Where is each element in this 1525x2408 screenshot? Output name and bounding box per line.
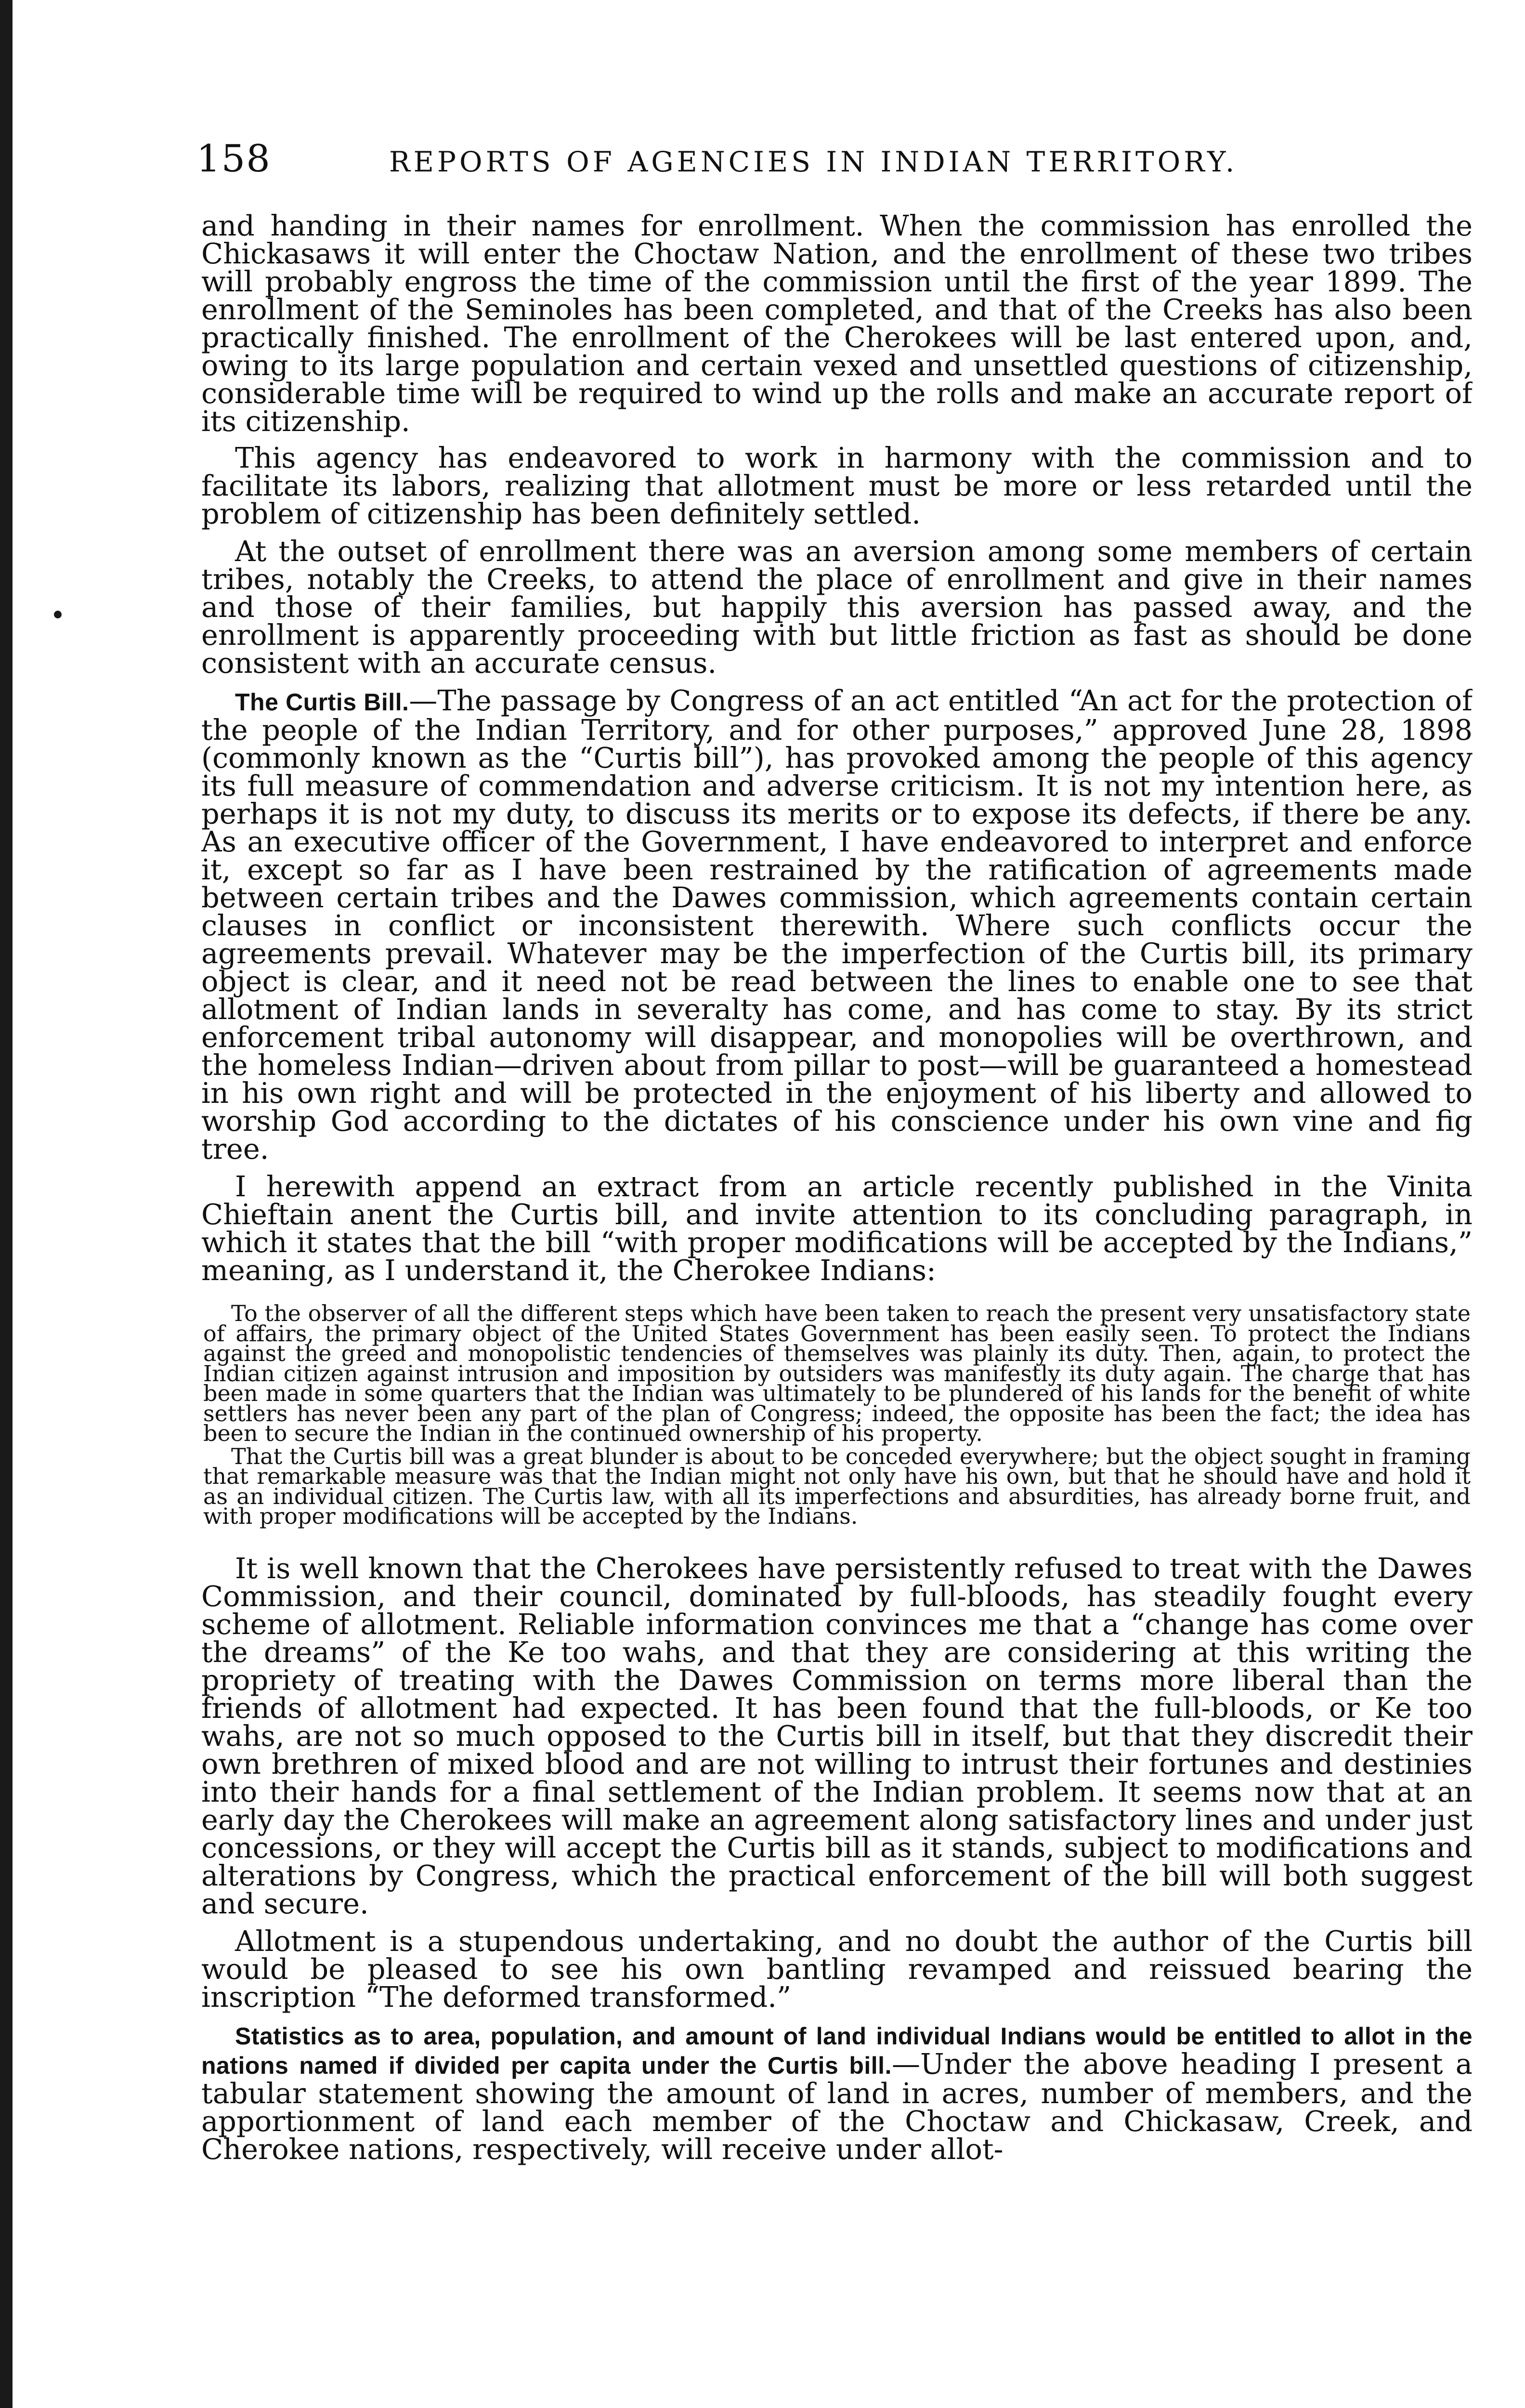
paragraph-enrollment-aversion: At the outset of enrollment there was an aversion among some members of certain tribes, notably the Creeks, to attend the place of enrollment and give in their names and those of their families, but happily this aversion has passed away, and the enrollment is apparently proceeding with but little friction as fast as should be done consistent with an accurate census. <box>201 535 1473 680</box>
scan-speck <box>54 611 62 618</box>
curtis-bill-text: —The passage by Congress of an act entitled “An act for the protection of the people of the Indian Territory, and for other purposes,” approved June 28, 1898 (commonly known as the “Curtis bill”), has provoked among the people of this agency its full measure of commendation and adverse criticism. It is not my intention here, as perhaps it is not my duty, to discuss its merits or to expose its defects, if there be any. As an executive officer of the Government, I have endeavored to interpret and enforce it, except so far as I have been restrained by the ratification of agreements made between certain tribes and the Dawes commission, which agreements contain certain clauses in conflict or inconsistent therewith. Where such conflicts occur the agreements prevail. Whatever may be the imperfection of the Curtis bill, its primary object is clear, and it need not be read between the lines to enable one to see that allotment of Indian lands in severalty has come, and has come to stay. By its strict enforcement tribal autonomy will disappear, and monopolies will be overthrown, and the homeless Indian—driven about from pillar to post—will be guaranteed a homestead in his own right and will be protected in the enjoyment of his liberty and allowed to worship God according to the dictates of his conscience under his own vine and fig tree. <box>201 684 1473 1165</box>
page-number: 158 <box>196 137 271 181</box>
statistics-heading: Statistics as to area, population, and amount of land individual Indians would be entitled to allot in the nations named if divided per capita under the Curtis bill. <box>201 2022 1473 2079</box>
page-header <box>196 135 1448 183</box>
paragraph-allotment: Allotment is a stupendous undertaking, and no doubt the author of the Curtis bill would be pleased to see his own bantling revamped and reissued bearing the inscription “The deformed transformed.” <box>201 1924 1473 2014</box>
paragraph-statistics <box>201 2021 1473 2166</box>
report-text <box>201 212 1473 2408</box>
paragraph-curtis-bill <box>201 684 1473 1165</box>
curtis-bill-heading: The Curtis Bill. <box>235 689 409 716</box>
running-title: REPORTS OF AGENCIES IN INDIAN TERRITORY. <box>389 145 1238 178</box>
paragraph-cherokees: It is well known that the Cherokees have persistently refused to treat with the Dawes Commission, and their council, dominated by full-bloods, has steadily fought every scheme of allotment. Reliable information convinces me that a “change has come over the dreams” of the Ke too wahs, and that they are considering at this writing the propriety of treating with the Dawes Commission on terms more liberal than the friends of allotment had expected. It has been found that the full-bloods, or Ke too wahs, are not so much opposed to the Curtis bill in itself, but that they discredit their own brethren of mixed blood and are not willing to intrust their fortunes and destinies into their hands for a final settlement of the Indian problem. It seems now that at an early day the Cherokees will make an agreement along satisfactory lines and under just concessions, or they will accept the Curtis bill as it stands, subject to modifications and alterations by Congress, which the practical enforcement of the bill will both suggest and secure. <box>201 1551 1473 1920</box>
paragraph-vinita-extract: I herewith append an extract from an article recently published in the Vinita Chieftain anent the Curtis bill, and invite attention to its concluding paragraph, in which it states that the bill “with proper modifications will be accepted by the Indians,” meaning, as I understand it, the Cherokee Indians: <box>201 1170 1473 1287</box>
quote-paragraph-blunder: That the Curtis bill was a great blunder is about to be conceded everywhere; but the object sought in framing that remarkable measure was that the Indian might not only have his own, but that he should have and hold it as an individual citizen. The Curtis law, with all its imperfections and absurdities, has already borne fruit, and with proper modifications will be accepted by the Indians. <box>203 1443 1471 1529</box>
paragraph-enrollment-continued: and handing in their names for enrollment. When the commission has enrolled the Chickasaws it will enter the Choctaw Nation, and the enrollment of these two tribes will probably engross the time of the commission until the first of the year 1899. The enrollment of the Seminoles has been completed, and that of the Creeks has also been practically finished. The enrollment of the Cherokees will be last entered upon, and, owing to its large population and certain vexed and unsettled questions of citizenship, considerable time will be required to wind up the rolls and make an accurate report of its citizenship. <box>201 212 1473 438</box>
quoted-extract <box>201 1300 1473 1529</box>
page-scan-edge <box>0 0 13 2408</box>
paragraph-agency-harmony: This agency has endeavored to work in harmony with the commission and to facilitate its labors, realizing that allotment must be more or less retarded until the problem of citizenship has been definitely settled. <box>201 441 1473 530</box>
statistics-text: —Under the above heading I present a tabular statement showing the amount of land in acres, number of members, and the apportionment of land each member of the Choctaw and Chickasaw, Creek, and Cherokee nations, respectively, will receive under allot- <box>201 2047 1473 2166</box>
quote-paragraph-observer: To the observer of all the different steps which have been taken to reach the present very unsatisfactory state of affairs, the primary object of the United States Government has been easily seen. To protect the Indians against the greed and monopolistic tendencies of themselves was plainly its duty. Then, again, to protect the Indian citizen against intrusion and imposition by outsiders was manifestly its duty again. The charge that has been made in some quarters that the Indian was ultimately to be plundered of his lands for the benefit of white settlers has never been any part of the plan of Congress; indeed, the opposite has been the fact; the idea has been to secure the Indian in the continued ownership of his property. <box>203 1300 1471 1446</box>
